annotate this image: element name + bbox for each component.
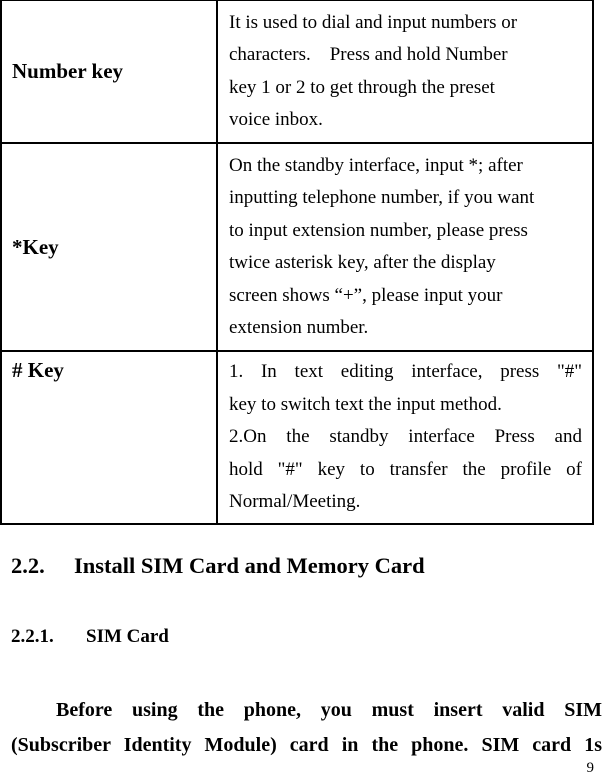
description-line: twice asterisk key, after the display	[229, 252, 496, 273]
description-line: key 1 or 2 to get through the preset	[229, 76, 495, 98]
description-line: inputting telephone number, if you want	[229, 187, 535, 208]
description-line: 1. In text editing interface, press "#"	[229, 361, 582, 382]
key-description-cell	[217, 0, 593, 143]
table-row-hash-key	[1, 351, 593, 524]
description-line: hold "#" key to transfer the profile of	[229, 458, 582, 480]
table-row-number-key	[1, 0, 593, 143]
subsection-heading	[11, 626, 169, 648]
key-description-cell	[217, 351, 593, 524]
paragraph-line: (Subscriber Identity Module) card in the phone. SIM card 1s	[11, 734, 602, 756]
description-line: On the standby interface, input *; after	[229, 154, 523, 176]
subsection-title: SIM Card	[86, 626, 169, 647]
description-line: characters. Press and hold Number	[229, 44, 508, 65]
description-line: to input extension number, please press	[229, 219, 528, 241]
description-line: key to switch text the input method.	[229, 393, 502, 415]
description-line: screen shows “+”, please input your	[229, 284, 503, 306]
key-name-cell: Number key	[1, 0, 217, 143]
paragraph-line: Before using the phone, you must insert valid SIM	[56, 699, 602, 721]
body-paragraph	[11, 693, 602, 763]
table-row-star-key	[1, 143, 593, 351]
section-number: 2.2.	[11, 553, 45, 578]
key-name-cell: # Key	[1, 351, 217, 524]
description-line: Normal/Meeting.	[229, 491, 361, 512]
description-line: extension number.	[229, 317, 369, 338]
key-description-cell	[217, 143, 593, 351]
description-line: It is used to dial and input numbers or	[229, 11, 518, 33]
page-number: 9	[586, 760, 594, 776]
description-line: 2.On the standby interface Press and	[229, 426, 582, 447]
section-title: Install SIM Card and Memory Card	[74, 553, 425, 578]
key-name-cell: *Key	[1, 143, 217, 351]
description-line: voice inbox.	[229, 109, 323, 130]
subsection-number: 2.2.1.	[11, 626, 54, 647]
section-heading	[11, 553, 425, 579]
